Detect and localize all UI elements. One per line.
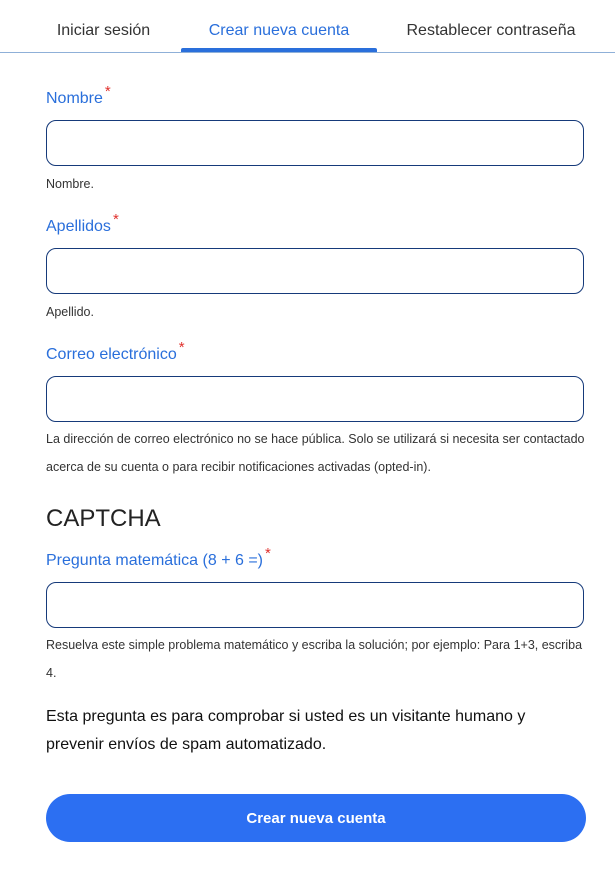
- first-name-help: Nombre.: [46, 177, 94, 191]
- tab-create-account[interactable]: Crear nueva cuenta: [181, 0, 377, 50]
- required-marker: *: [178, 339, 185, 356]
- account-tabs: [0, 0, 615, 53]
- captcha-note: Esta pregunta es para comprobar si usted es un visitante humano y prevenir envíos de spam automatizado.: [46, 708, 526, 753]
- math-help: Resuelva este simple problema matemático y escriba la solución; por ejemplo: Para 1+3, escriba 4.: [46, 638, 583, 680]
- last-name-label: Apellidos *: [46, 211, 119, 235]
- math-answer-input[interactable]: [46, 582, 584, 628]
- last-name-input[interactable]: [46, 248, 584, 294]
- math-question-label: Pregunta matemática (8 + 6 =) *: [46, 545, 271, 569]
- email-help: La dirección de correo electrónico no se hace pública. Solo se utilizará si necesita ser contactado acerca de su cuenta o para recibir notificaciones activadas (opted-in).: [46, 432, 585, 474]
- create-account-button[interactable]: Crear nueva cuenta: [46, 794, 586, 842]
- last-name-help: Apellido.: [46, 305, 94, 319]
- required-marker: *: [104, 83, 111, 100]
- first-name-label: Nombre *: [46, 83, 111, 107]
- tab-login[interactable]: Iniciar sesión: [56, 22, 151, 39]
- email-label: Correo electrónico *: [46, 339, 185, 363]
- captcha-title: CAPTCHA: [46, 505, 161, 532]
- required-marker: *: [112, 211, 119, 228]
- tab-reset-password[interactable]: Restablecer contraseña: [406, 22, 576, 39]
- first-name-input[interactable]: [46, 120, 584, 166]
- required-marker: *: [265, 545, 271, 562]
- email-input[interactable]: [46, 376, 584, 422]
